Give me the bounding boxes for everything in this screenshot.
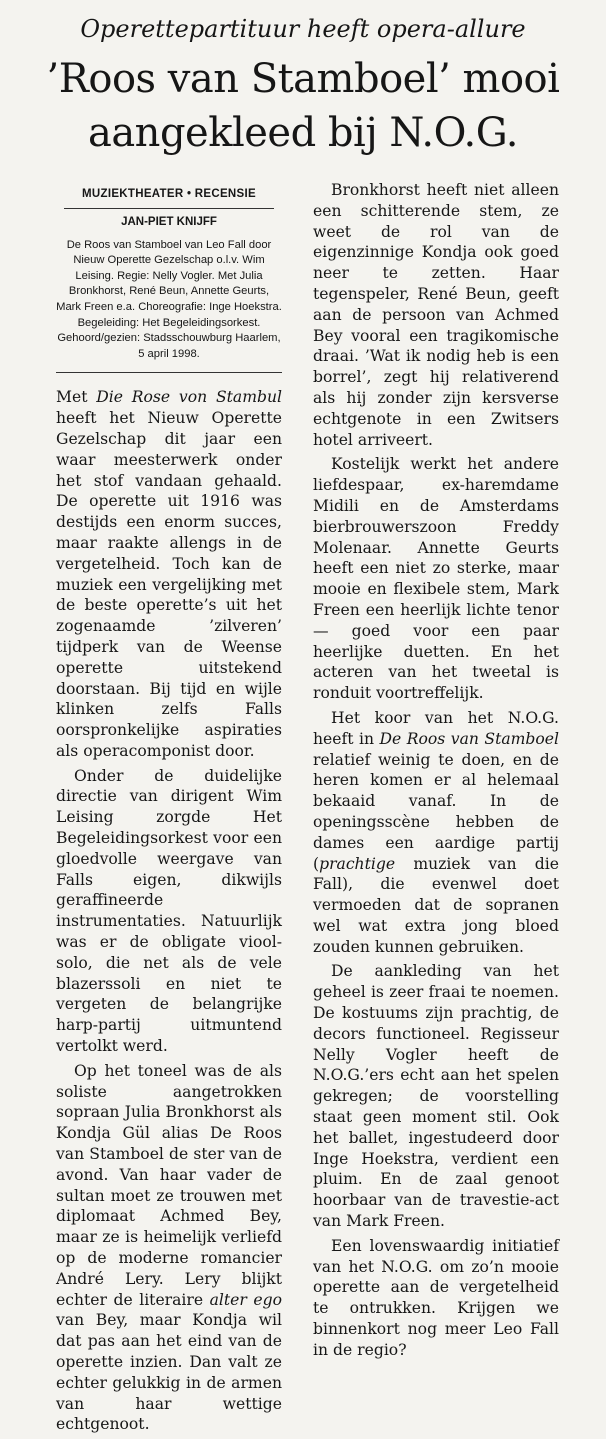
paragraph-7: De aankleding van het geheel is zeer fraai te noemen. De kostuums zijn prachtig, de decors functioneel. Regisseur Nelly Vogler heeft de N.O.G.’ers echt aan het spelen gekregen; de voorstelling staat geen moment stil. Ook het ballet, ingestudeerd door Inge Hoekstra, verdient een pluim. En de zaal genoot hoorbaar van de travestie-act van Mark Freen. xyxy=(313,962,559,1231)
left-column xyxy=(56,180,282,1439)
right-column xyxy=(313,180,559,1365)
production-credits: De Roos van Stamboel van Leo Fall door Nieuw Operette Gezelschap o.l.v. Wim Leising. Regie: Nelly Vogler. Met Julia Bronkhorst, René Beun, Annette Geurts, Mark Freen e.a. Choreografie: Inge Hoekstra. Begeleiding: Het Begeleidingsorkest. Gehoord/gezien: Stadsschouwburg Haarlem, 5 april 1998. xyxy=(56,238,282,374)
paragraph-1: Met Die Rose von Stambul heeft het Nieuw Operette Gezelschap dit jaar een waar meesterwerk onder het stof vandaan gehaald. De operette uit 1916 was destijds een enorm succes, maar raakte allengs in de vergetelheid. Toch kan de muziek een vergelijking met de beste operette’s uit het zogenaamde ’zilveren’ tijdperk van de Weense operette uitstekend doorstaan. Bij tijd en wijle klinken zelfs Falls oorspronkelijke aspiraties als operacomponist door. xyxy=(56,388,283,760)
paragraph-3: Op het toneel was de als soliste aangetrokken sopraan Julia Bronkhorst als Kondja Gül alias De Roos van Stamboel de ster van de avond. Van haar vader de sultan moet ze trouwen met diplomaat Achmed Bey, maar ze is heimelijk verliefd op de moderne romancier André Lery. Lery blijkt echter de literaire alter ego van Bey, maar Kondja wil dat pas aan het eind van de operette inzien. Dan valt ze echter gelukkig in de armen van haar wettige echtgenoot. xyxy=(56,1061,282,1434)
title-line-2: aangekleed bij N.O.G. xyxy=(87,110,518,156)
paragraph-8: Een lovenswaardig initiatief van het N.O.G. om zo’n mooie operette aan de vergetelheid te ontrukken. Krijgen we binnenkort nog meer Leo Fall in de regio? xyxy=(313,1236,559,1359)
title-line-1: ’Roos van Stamboel’ mooi xyxy=(46,56,560,102)
paragraph-5: Kostelijk werkt het andere liefdespaar, ex-haremdame Midili en de Amsterdams bierbrouwerszoon Freddy Molenaar. Annette Geurts heeft een niet zo sterke, maar mooie en flexibele stem, Mark Freen een heerlijk lichte tenor — goed voor een paar heerlijke duetten. En het acteren van het tweetal is ronduit voortreffelijk. xyxy=(313,455,559,703)
article-title xyxy=(0,52,606,160)
paragraph-6: Het koor van het N.O.G. heeft in De Roos van Stamboel relatief weinig te doen, en de heren komen er al helemaal bekaaid vanaf. In de openingsscène hebben de dames een aardige partij (prachtige muziek van die Fall), die evenwel doet vermoeden dat de sopranen wel wat extra jong bloed zouden kunnen gebruiken. xyxy=(313,708,560,956)
section-kicker: MUZIEKTHEATER • RECENSIE xyxy=(64,180,274,209)
paragraph-2: Onder de duidelijke directie van dirigent Wim Leising zorgde Het Begeleidingsorkest voor een gloedvolle weergave van Falls eigen, dikwijls geraffineerde instrumentaties. Natuurlijk was er de obligate viool-solo, die net als de vele blazerssoli en niet te vergeten de belangrijke harp-partij uitmuntend vertolkt werd. xyxy=(56,766,282,1056)
article-overline: Operettepartituur heeft opera-allure xyxy=(80,15,526,43)
byline: JAN-PIET KNIJFF xyxy=(121,215,217,228)
paragraph-4: Bronkhorst heeft niet alleen een schitterende stem, ze weet de rol van de eigenzinnige Kondja ook goed neer te zetten. Haar tegenspeler, René Beun, geeft aan de persoon van Achmed Bey vooral een tragikomische draai. ’Wat ik nodig heb is een borrel’, zegt hij relativerend als hij zonder zijn kersverse echtgenote in een Zwitsers hotel arriveert. xyxy=(313,181,559,449)
